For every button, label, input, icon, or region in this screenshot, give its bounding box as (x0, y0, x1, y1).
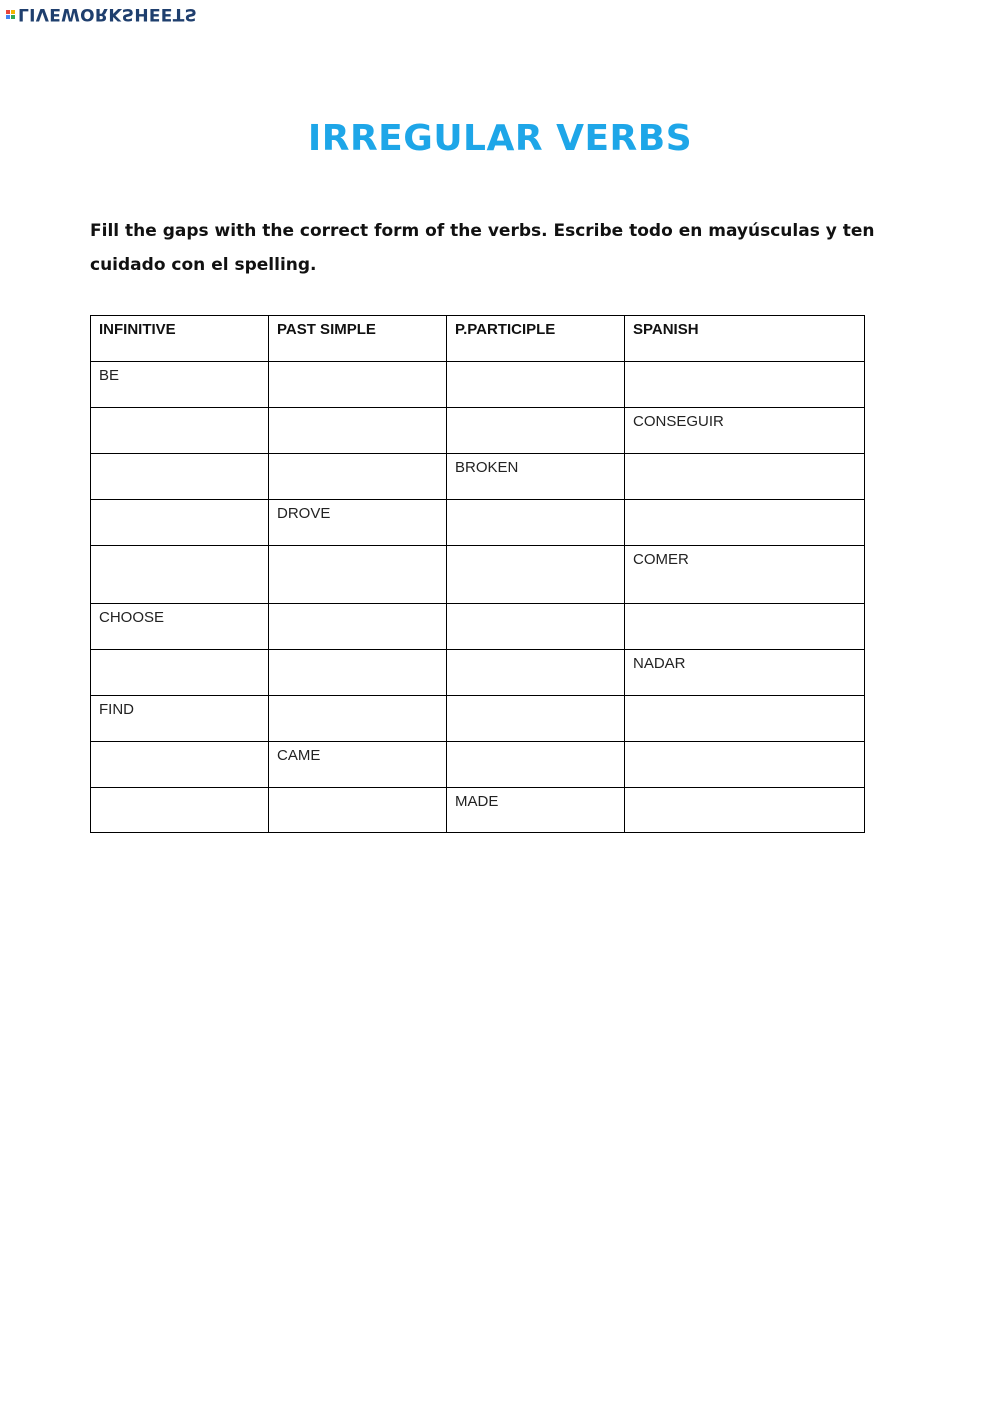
brand-logo (6, 4, 197, 24)
cell-spanish[interactable] (625, 454, 865, 500)
brand-blocks-icon (6, 10, 15, 19)
cell-infinitive[interactable] (91, 650, 269, 696)
cell-infinitive[interactable] (91, 408, 269, 454)
cell-past-simple[interactable] (269, 546, 447, 604)
table-row (91, 408, 865, 454)
cell-spanish: NADAR (625, 650, 865, 696)
brand-block (11, 15, 15, 19)
cell-spanish[interactable] (625, 362, 865, 408)
cell-past-participle[interactable] (447, 362, 625, 408)
verbs-table (90, 315, 865, 833)
cell-past-simple[interactable] (269, 696, 447, 742)
cell-spanish[interactable] (625, 500, 865, 546)
instructions: Fill the gaps with the correct form of the verbs. Escribe todo en mayúsculas y ten cuidado con el spelling. (90, 221, 875, 275)
header-past-simple: PAST SIMPLE (269, 316, 447, 362)
cell-past-simple: DROVE (269, 500, 447, 546)
cell-past-participle[interactable] (447, 650, 625, 696)
cell-infinitive: CHOOSE (91, 604, 269, 650)
cell-past-participle[interactable] (447, 742, 625, 788)
cell-past-participle: BROKEN (447, 454, 625, 500)
cell-spanish[interactable] (625, 604, 865, 650)
cell-infinitive: FIND (91, 696, 269, 742)
cell-past-simple[interactable] (269, 362, 447, 408)
cell-infinitive: BE (91, 362, 269, 408)
cell-spanish: CONSEGUIR (625, 408, 865, 454)
table-row (91, 500, 865, 546)
cell-past-participle[interactable] (447, 604, 625, 650)
cell-past-simple[interactable] (269, 604, 447, 650)
cell-spanish[interactable] (625, 788, 865, 833)
cell-infinitive[interactable] (91, 742, 269, 788)
cell-past-simple: CAME (269, 742, 447, 788)
cell-past-participle[interactable] (447, 408, 625, 454)
cell-past-simple[interactable] (269, 788, 447, 833)
table-row (91, 546, 865, 604)
cell-infinitive[interactable] (91, 454, 269, 500)
table-row (91, 362, 865, 408)
header-infinitive: INFINITIVE (91, 316, 269, 362)
cell-infinitive[interactable] (91, 788, 269, 833)
cell-past-simple[interactable] (269, 454, 447, 500)
cell-spanish[interactable] (625, 742, 865, 788)
cell-spanish[interactable] (625, 696, 865, 742)
brand-name: LIVEWORKSHEETS (18, 4, 198, 24)
table-row (91, 604, 865, 650)
table-row (91, 788, 865, 833)
brand-block (6, 10, 10, 14)
table-row (91, 454, 865, 500)
page-title: IRREGULAR VERBS (307, 118, 693, 159)
cell-infinitive[interactable] (91, 546, 269, 604)
cell-past-participle[interactable] (447, 546, 625, 604)
cell-past-simple[interactable] (269, 408, 447, 454)
header-past-participle: P.PARTICIPLE (447, 316, 625, 362)
table-row (91, 742, 865, 788)
cell-spanish: COMER (625, 546, 865, 604)
cell-past-participle: MADE (447, 788, 625, 833)
table-row (91, 696, 865, 742)
cell-past-participle[interactable] (447, 696, 625, 742)
brand-block (11, 10, 15, 14)
header-spanish: SPANISH (625, 316, 865, 362)
cell-past-simple[interactable] (269, 650, 447, 696)
cell-past-participle[interactable] (447, 500, 625, 546)
table-row (91, 650, 865, 696)
cell-infinitive[interactable] (91, 500, 269, 546)
brand-block (6, 15, 10, 19)
table-header-row (91, 316, 865, 362)
